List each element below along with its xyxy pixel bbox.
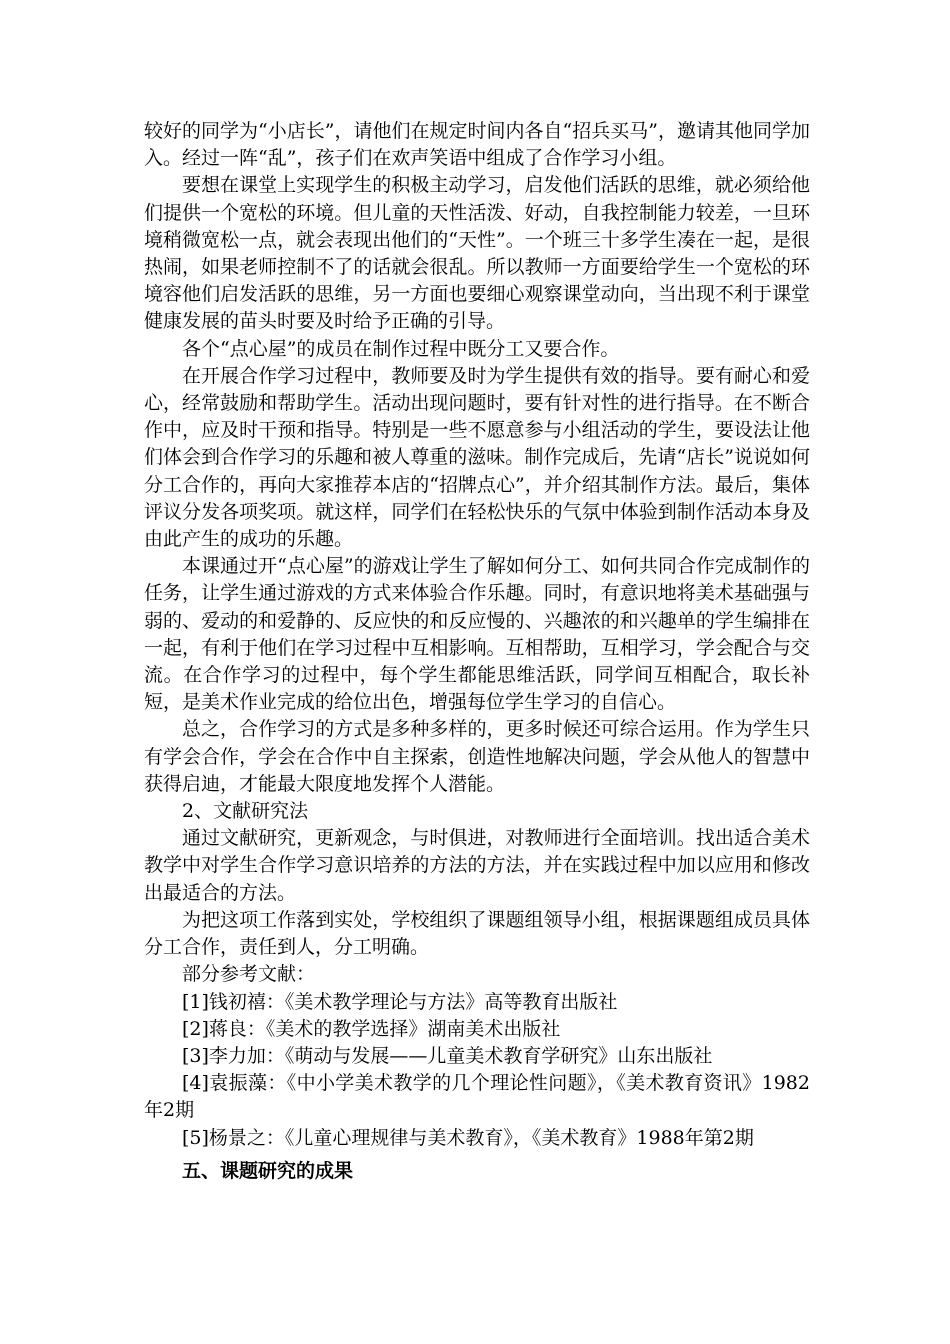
paragraph-teacher-guidance: 在开展合作学习过程中，教师要及时为学生提供有效的指导。要有耐心和爱心，经常鼓励和帮助学生。活动出现问题时，要有针对性的进行指导。在不断合作中，应及时干预和指导。特别是一些不愿意参与小组活动的学生，要设法让他们体会到合作学习的乐趣和被人尊重的滋味。制作完成后，先请“店长”说说如何分工合作的，再向大家推荐本店的“招牌点心”，并介绍其制作方法。最后，集体评议分发各项奖项。就这样，同学们在轻松快乐的气氛中体验到制作活动本身及由此产生的成功的乐趣。 — [144, 364, 810, 551]
document-page — [144, 118, 810, 1185]
paragraph-lesson-summary: 本课通过开“点心屋”的游戏让学生了解如何分工、如何共同合作完成制作的任务，让学生通过游戏的方式来体验合作乐趣。同时，有意识地将美术基础强与弱的、爱动的和爱静的、反应快的和反应慢的、兴趣浓的和兴趣单的学生编排在一起，有利于他们在学习过程中互相影响。互相帮助，互相学习，学会配合与交流。在合作学习的过程中，每个学生都能思维活跃，同学间互相配合，取长补短，是美术作业完成的给位出色，增强每位学生学习的自信心。 — [144, 555, 810, 714]
reference-item-5: [5]杨景之：《儿童心理规律与美术教育》，《美术教育》1988年第2期 — [182, 1126, 754, 1149]
paragraph-division-of-labor: 各个“点心屋”的成员在制作过程中既分工又要合作。 — [182, 337, 620, 360]
subheading-literature-method: 2、文献研究法 — [182, 800, 309, 823]
paragraph-literature-research: 通过文献研究，更新观念，与时俱进，对教师进行全面培训。找出适合美术教学中对学生合作学习意识培养的方法的方法，并在实践过程中加以应用和修改出最适合的方法。 — [144, 827, 810, 904]
paragraph-conclusion: 总之，合作学习的方式是多种多样的，更多时候还可综合运用。作为学生只有学会合作，学会在合作中自主探索，创造性地解决问题，学会从他人的智慧中获得启迪，才能最大限度地发挥个人潜能。 — [144, 718, 810, 795]
reference-item-2: [2]蒋良：《美术的教学选择》湖南美术出版社 — [182, 1017, 561, 1040]
reference-item-3: [3]李力加：《萌动与发展——儿童美术教育学研究》山东出版社 — [182, 1044, 713, 1067]
reference-item-4: [4]袁振藻：《中小学美术教学的几个理论性问题》，《美术教育资讯》1982年2期 — [144, 1072, 810, 1122]
paragraph-relaxed-environment: 要想在课堂上实现学生的积极主动学习，启发他们活跃的思维，就必须给他们提供一个宽松的环境。但儿童的天性活泼、好动，自我控制能力较差，一旦环境稍微宽松一点，就会表现出他们的“天性”。一个班三十多学生凑在一起，是很热闹，如果老师控制不了的话就会很乱。所以教师一方面要给学生一个宽松的环境容他们启发活跃的思维，另一方面也要细心观察课堂动向，当出现不利于课堂健康发展的苗头时要及时给予正确的引导。 — [144, 174, 810, 333]
references-label: 部分参考文献： — [182, 963, 316, 986]
paragraph-group-formation: 较好的同学为“小店长”，请他们在规定时间内各自“招兵买马”，邀请其他同学加入。经过一阵“乱”，孩子们在欢声笑语中组成了合作学习小组。 — [144, 120, 810, 170]
paragraph-implementation: 为把这项工作落到实处，学校组织了课题组领导小组，根据课题组成员具体分工合作，责任到人，分工明确。 — [144, 908, 810, 959]
section-heading-results: 五、课题研究的成果 — [182, 1159, 354, 1182]
reference-item-1: [1]钱初禧：《美术教学理论与方法》高等教育出版社 — [182, 990, 618, 1013]
